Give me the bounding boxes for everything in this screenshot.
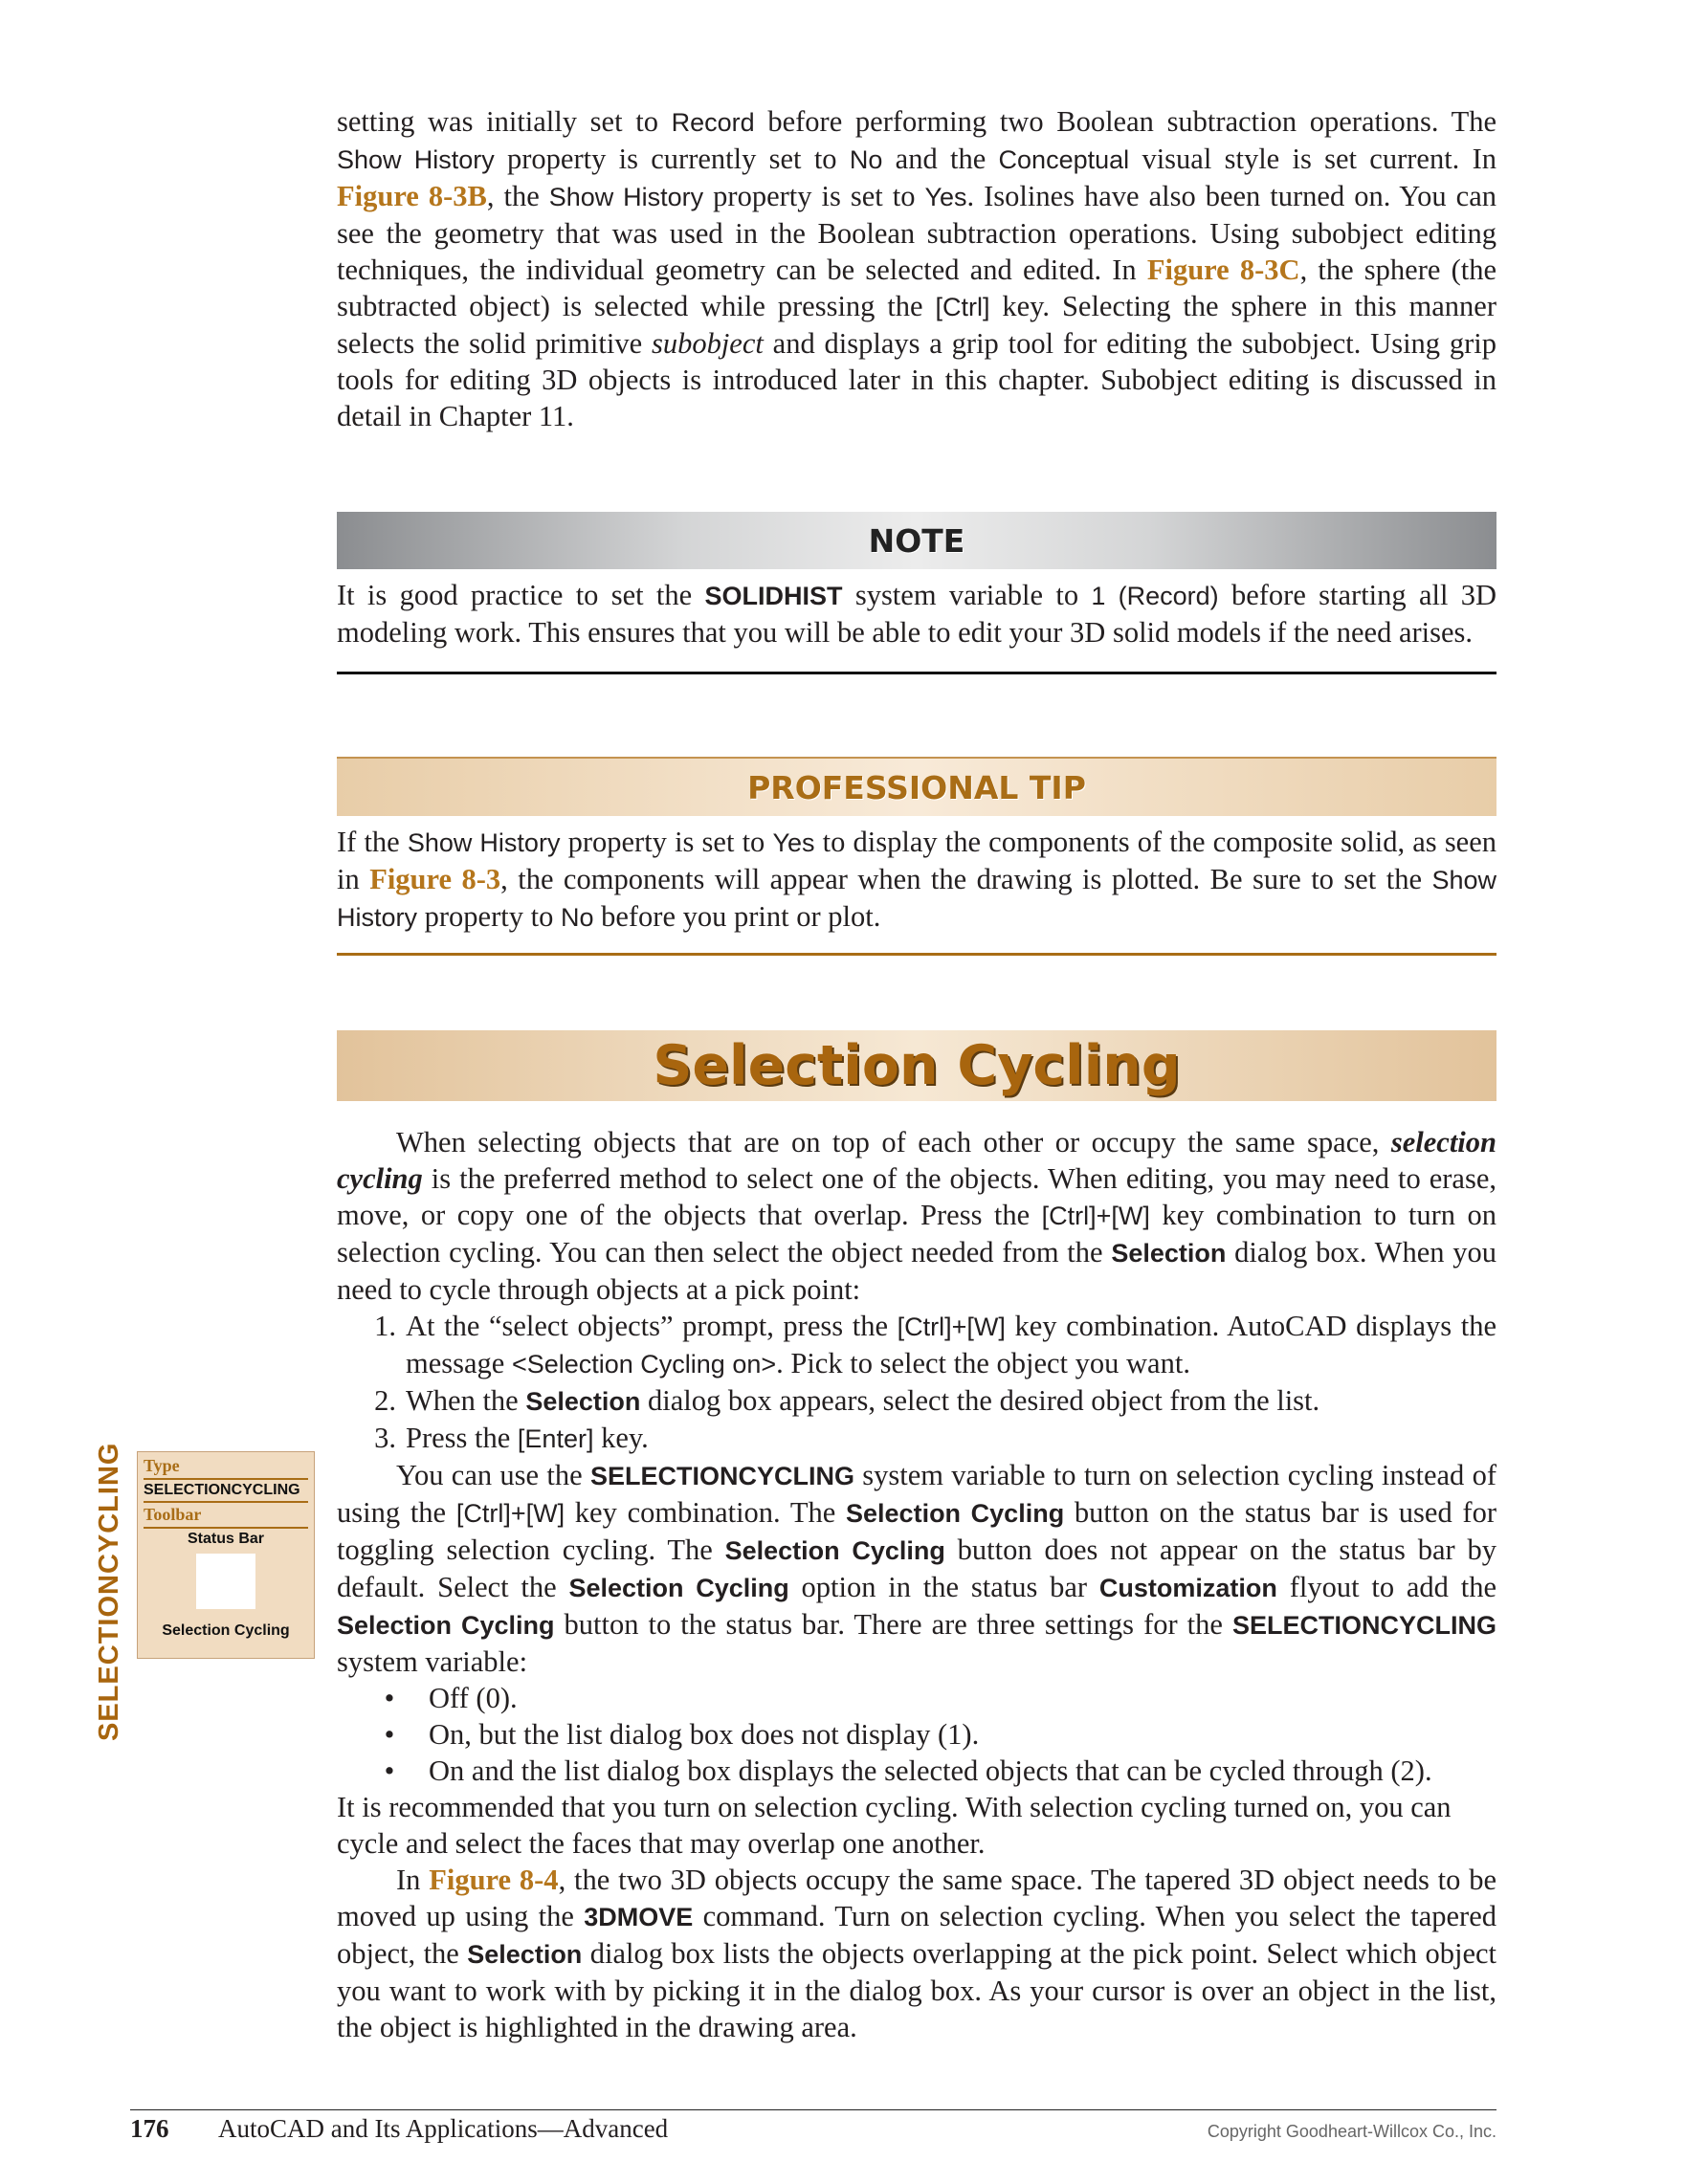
text-run: button does not appear on the status bar by default. Select the [337,1533,1496,1603]
figure-link[interactable]: Figure 8-3C [1146,254,1300,286]
text-run: before performing two Boolean subtraction operations. The [754,105,1496,138]
text-run: system variable to turn on selection cycling instead of using the [337,1459,1496,1529]
text-run: key. Selecting the sphere in this manner selects the solid primitive [337,290,1496,360]
bullet-text: On, but the list dialog box does not display (1). [429,1718,980,1751]
bullet-text: Off (0). [429,1682,518,1714]
paragraph [337,1124,1496,1308]
text-run: key. [593,1422,649,1454]
list-number: 2. [374,1384,396,1417]
professional-tip-box [337,757,1496,956]
figure-link[interactable]: Figure 8-4 [429,1864,559,1896]
text-run: . Isolines have also been turned on. You can see the geometry that was used in the Boolean subtraction operations. Using subobject editing techniques, the individual geometry can be selected and edited. In [337,180,1497,286]
text-run: In [396,1864,430,1896]
text-run: and displays a grip tool for editing the subobject. Using grip tools for editing 3D objects is introduced later in this chapter. Subobject editing is discussed in detail in Chapter 11. [337,327,1496,432]
text-run: before starting all 3D modeling work. This ensures that you will be able to edit your 3D solid models if the need arises. [337,579,1497,649]
text-run: is the preferred method to select one of the objects. When editing, you may need to erase, move, or copy one of the objects that overlap. Press the [337,1162,1496,1231]
ui-term: Show History [407,828,561,857]
ui-term: Record [671,108,755,137]
bullet-item [337,1680,1496,1716]
text-run: system variable to [842,579,1092,611]
page-number: 176 [130,2114,169,2143]
text-run: setting was initially set to [337,105,672,138]
bullet-icon: • [384,1718,395,1751]
section-heading-bar [337,1030,1496,1101]
dialog-name: Selection [467,1940,583,1969]
divider [144,1478,308,1480]
sysvar-name: SELECTIONCYCLING [589,1462,854,1490]
button-label: Selection Cycling [162,1622,290,1639]
text-run: button to the status bar. There are three settings for the [554,1608,1232,1641]
text-run: It is good practice to set the [337,579,705,611]
divider [144,1501,308,1503]
key-name: [Enter] [517,1424,594,1453]
text-run: key combination. The [565,1496,847,1529]
ui-term: Conceptual [998,145,1130,174]
italic-term: subobject [651,327,764,360]
intro-paragraph [337,103,1496,434]
list-number: 3. [374,1422,396,1454]
text-run: At the “select objects” prompt, press the [406,1310,898,1342]
text-run: and the [882,143,999,175]
dialog-name: Selection [1111,1239,1227,1268]
text-run: property is set to [703,180,925,212]
prompt-message: <Selection Cycling on> [511,1350,777,1379]
text-run: You can use the [396,1459,590,1491]
figure-link[interactable]: Figure 8-3B [337,180,487,212]
sysvar-name: SELECTIONCYCLING [1231,1611,1496,1640]
sysvar-name: SOLIDHIST [704,582,843,610]
key-name: [Ctrl]+[W] [897,1313,1006,1341]
book-title: AutoCAD and Its Applications—Advanced [218,2114,669,2143]
text-run: , the [486,180,549,212]
ui-term: Show History [337,145,495,174]
ui-term: No [560,903,594,932]
list-number: 1. [374,1310,396,1342]
text-run: key combination to turn on selection cycling. You can then select the object needed from the [337,1199,1496,1268]
paragraph: It is recommended that you turn on selection cycling. With selection cycling turned on, you can cycle and select the faces that may overlap one another. [337,1791,1452,1860]
bullet-item [337,1753,1496,1789]
type-value: SELECTIONCYCLING [144,1482,300,1498]
bullet-item [337,1716,1496,1753]
bullet-icon: • [384,1754,395,1787]
text-run: command. Turn on selection cycling. When you select the tapered object, the [337,1900,1496,1970]
ui-term: Show History [548,183,704,211]
button-name: Selection Cycling [724,1536,945,1565]
text-run: When the [406,1384,526,1417]
flyout-name: Customization [1098,1574,1277,1602]
text-run: dialog box lists the objects overlapping at the pick point. Select which object you want to work with by picking it in the dialog box. As your cursor is over an object in the list, the object is highlighted in the drawing area. [337,1937,1496,2043]
text-run: If the [337,826,408,858]
figure-link[interactable]: Figure 8-3 [369,863,501,895]
text-run: , the two 3D objects occupy the same space. The tapered 3D object needs to be moved up using the [337,1864,1496,1932]
text-run: button on the status bar is used for toggling selection cycling. The [337,1496,1496,1566]
text-run: before you print or plot. [593,900,881,933]
bullet-text: On and the list dialog box displays the selected objects that can be cycled through (2). [429,1754,1432,1787]
text-run: to display the components of the composite solid, as seen in [337,826,1497,895]
list-item [337,1308,1496,1382]
selection-cycling-icon [196,1554,255,1609]
footer-rule [130,2109,1496,2110]
text-run: , the components will appear when the drawing is plotted. Be sure to set the [500,863,1432,895]
text-run: , the sphere (the subtracted object) is selected while pressing the [337,254,1496,322]
tip-heading: PROFESSIONAL TIP [337,757,1496,816]
ui-term: No [849,145,883,174]
button-name: Selection Cycling [846,1499,1065,1528]
command-name: 3DMOVE [584,1903,694,1931]
command-access-box [137,1451,315,1659]
text-run: dialog box appears, select the desired object from the list. [640,1384,1320,1417]
button-name: Selection Cycling [337,1611,555,1640]
list-item [337,1382,1496,1420]
ui-term: Yes [772,828,815,857]
key-term: selection cycling [337,1126,1496,1195]
note-heading: NOTE [337,512,1496,569]
margin-command-label: SELECTIONCYCLING [94,1442,124,1741]
text-run: flyout to add the [1276,1571,1496,1603]
text-run: system variable: [337,1645,528,1678]
copyright: Copyright Goodheart-Willcox Co., Inc. [1207,2122,1496,2141]
paragraph [337,1862,1496,2045]
text-run: When selecting objects that are on top of each other or occupy the same space, [396,1126,1391,1158]
button-name: Selection Cycling [568,1574,789,1602]
section-title: Selection Cycling [337,1030,1496,1101]
text-run: property is set to [560,826,773,858]
ui-term: Show History [337,866,1496,932]
ui-term: Yes [924,183,967,211]
text-run: property is currently set to [494,143,850,175]
key-name: [Ctrl]+[W] [455,1499,565,1528]
list-item [337,1420,1496,1457]
text-run: . Pick to select the object you want. [776,1347,1190,1379]
type-label: Type [144,1456,180,1475]
section-body [337,1124,1496,2045]
text-run: property to [417,900,561,933]
ui-term: 1 (Record) [1091,582,1219,610]
toolbar-label: Toolbar [144,1505,202,1524]
key-name: [Ctrl]+[W] [1041,1202,1150,1230]
toolbar-value: Status Bar [187,1531,265,1547]
paragraph [337,1457,1496,1680]
key-name: [Ctrl] [935,293,990,321]
dialog-name: Selection [525,1387,641,1416]
text-run: dialog box. When you need to cycle through objects at a pick point: [337,1236,1496,1306]
text-run: key combination. AutoCAD displays the message [406,1310,1496,1379]
page-footer [130,2114,1496,2144]
tip-divider [337,953,1496,956]
divider [144,1527,308,1529]
text-run: Press the [406,1422,518,1454]
text-run: option in the status bar [788,1571,1099,1603]
text-run: visual style is set current. In [1129,143,1496,175]
note-divider [337,672,1496,674]
note-box [337,512,1496,674]
bullet-icon: • [384,1682,395,1714]
